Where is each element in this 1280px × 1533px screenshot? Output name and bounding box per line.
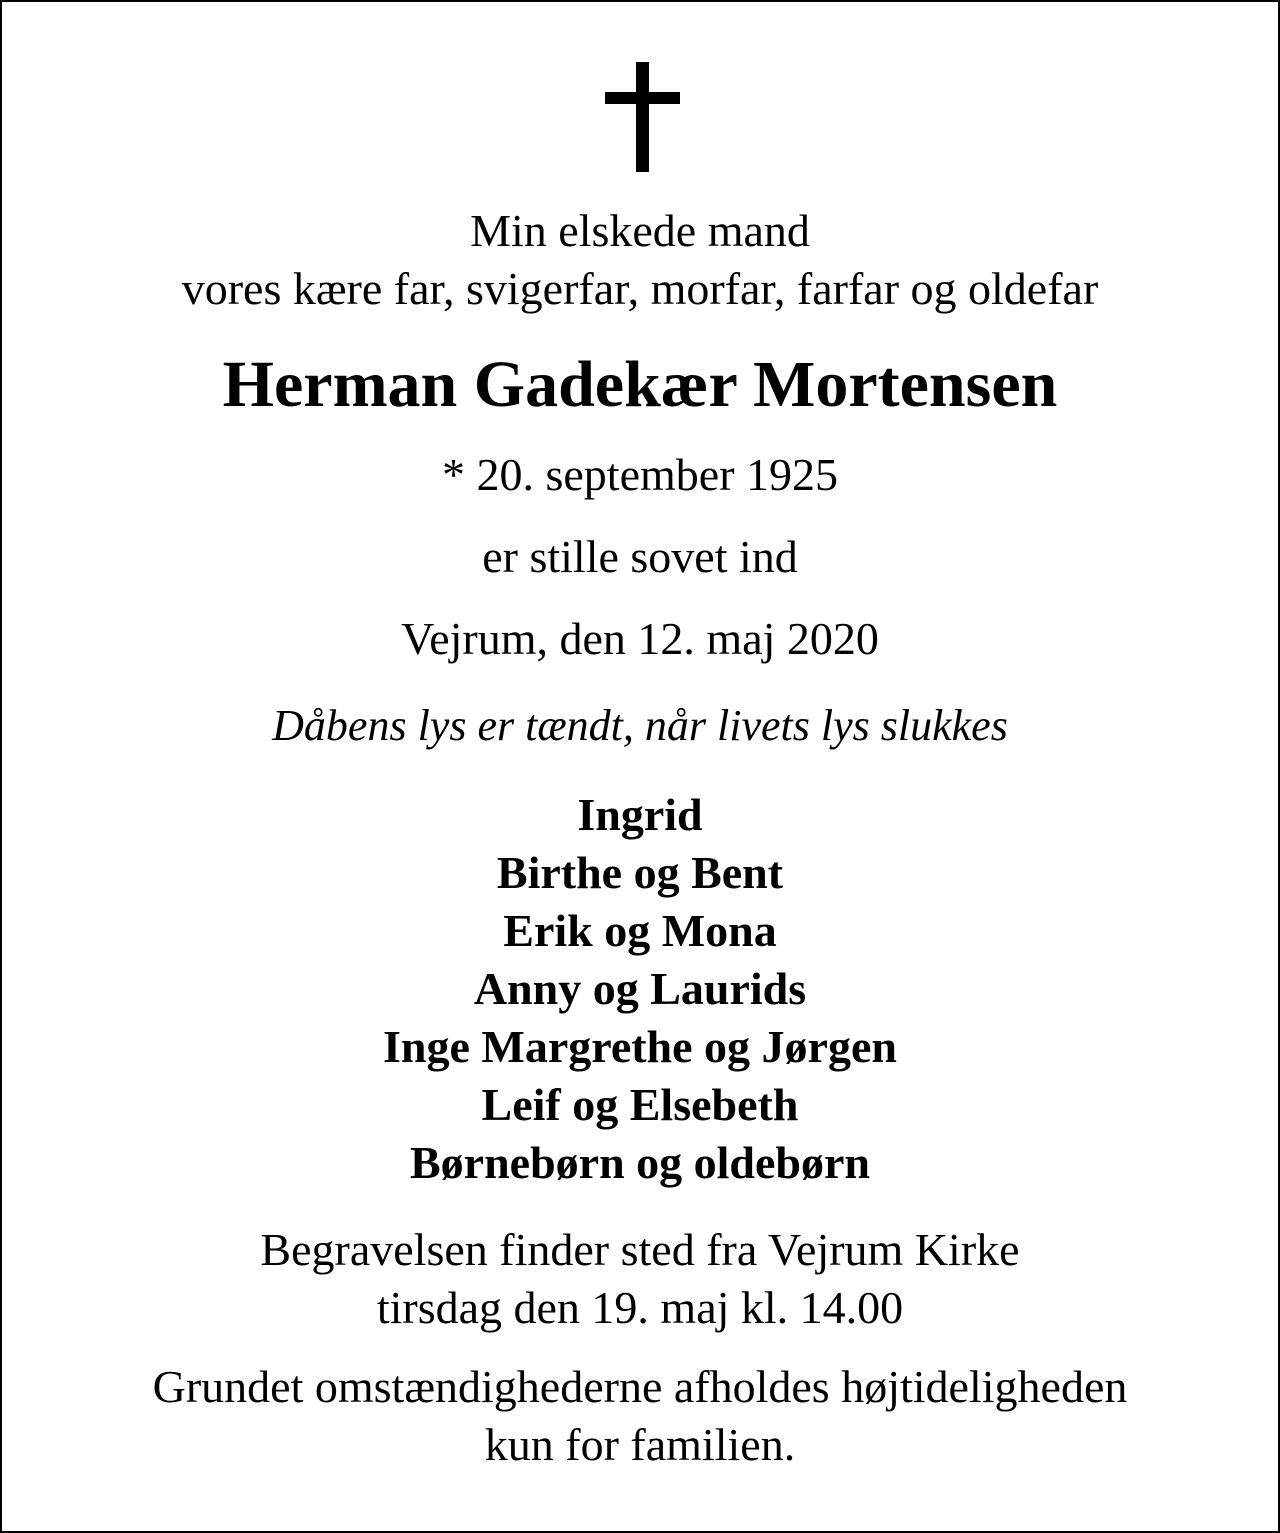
family-member: Ingrid	[577, 789, 703, 840]
family-member: Anny og Laurids	[473, 963, 807, 1014]
funeral-line-1: Begravelsen finder sted fra Vejrum Kirke	[260, 1224, 1020, 1275]
family-list	[2, 786, 1278, 1192]
funeral-line-2: tirsdag den 19. maj kl. 14.00	[376, 1282, 904, 1333]
family-member: Erik og Mona	[503, 905, 777, 956]
notice-line-2: kun for familien.	[484, 1419, 796, 1470]
family-only-notice	[2, 1358, 1278, 1474]
passed-text: er stille sovet ind	[482, 531, 798, 582]
family-member: Inge Margrethe og Jørgen	[383, 1021, 897, 1072]
intro-text	[2, 202, 1278, 318]
verse: Dåbens lys er tændt, når livets lys slukkes	[272, 701, 1008, 750]
deceased-name: Herman Gadekær Mortensen	[222, 348, 1058, 421]
intro-line-2: vores kære far, svigerfar, morfar, farfar og oldefar	[181, 263, 1099, 314]
intro-line-1: Min elskede mand	[470, 205, 810, 256]
family-member: Børnebørn og oldebørn	[409, 1137, 871, 1188]
place-date: Vejrum, den 12. maj 2020	[401, 613, 879, 664]
family-member: Leif og Elsebeth	[481, 1079, 799, 1130]
cross-icon	[605, 62, 680, 172]
birth-date: * 20. september 1925	[441, 449, 839, 500]
funeral-info	[2, 1221, 1278, 1337]
family-member: Birthe og Bent	[496, 847, 784, 898]
notice-line-1: Grundet omstændighederne afholdes højtideligheden	[152, 1361, 1128, 1412]
